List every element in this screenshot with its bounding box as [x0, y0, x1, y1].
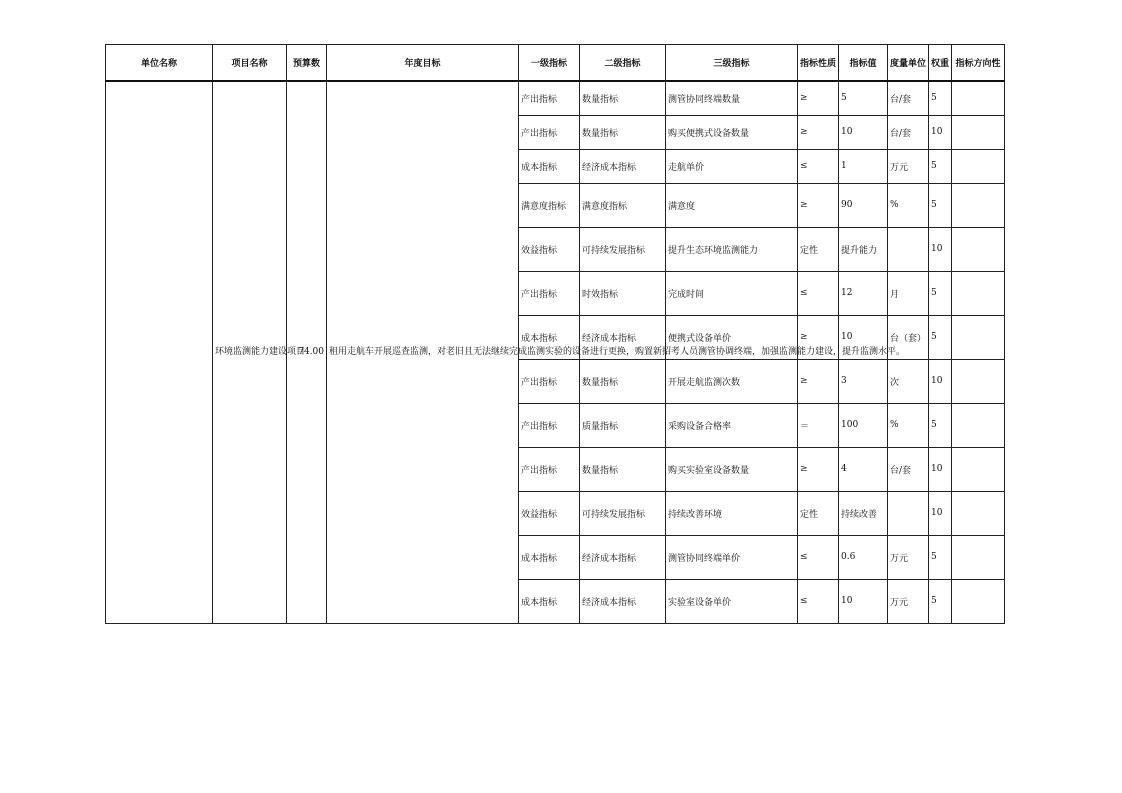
- weight-cell: 10: [929, 447, 952, 491]
- unit-cell: 台/套: [888, 81, 929, 115]
- level3-cell: 便携式设备单价: [666, 315, 798, 359]
- weight-cell: 5: [929, 579, 952, 623]
- unit-cell: %: [888, 403, 929, 447]
- nature-cell: ≥: [798, 115, 839, 149]
- weight-cell: 5: [929, 271, 952, 315]
- level2-cell: 时效指标: [580, 271, 666, 315]
- level2-cell: 经济成本指标: [580, 579, 666, 623]
- level3-cell: 走航单价: [666, 149, 798, 183]
- direction-cell: [952, 403, 1005, 447]
- level1-cell: 效益指标: [519, 227, 580, 271]
- level2-cell: 经济成本指标: [580, 315, 666, 359]
- direction-cell: [952, 81, 1005, 115]
- level1-cell: 产出指标: [519, 447, 580, 491]
- level3-cell: 实验室设备单价: [666, 579, 798, 623]
- value-cell: 12: [839, 271, 888, 315]
- header-row: [106, 45, 1005, 82]
- level1-cell: 成本指标: [519, 579, 580, 623]
- direction-cell: [952, 579, 1005, 623]
- level1-cell: 成本指标: [519, 315, 580, 359]
- direction-cell: [952, 149, 1005, 183]
- header-budget: 预算数: [287, 45, 327, 82]
- header-direction: 指标方向性: [952, 45, 1005, 82]
- table-row: [106, 81, 1005, 115]
- level3-cell: 测管协同终端数量: [666, 81, 798, 115]
- level1-cell: 产出指标: [519, 81, 580, 115]
- level3-cell: 购买实验室设备数量: [666, 447, 798, 491]
- value-cell: 10: [839, 115, 888, 149]
- level2-cell: 经济成本指标: [580, 149, 666, 183]
- direction-cell: [952, 115, 1005, 149]
- unit-cell: 万元: [888, 535, 929, 579]
- unit-cell: 台/套: [888, 115, 929, 149]
- level2-cell: 可持续发展指标: [580, 491, 666, 535]
- header-project-name: 项目名称: [213, 45, 287, 82]
- performance-table: [105, 44, 1005, 624]
- value-cell: 3: [839, 359, 888, 403]
- unit-cell: 万元: [888, 149, 929, 183]
- unit-cell: 次: [888, 359, 929, 403]
- nature-cell: ≥: [798, 81, 839, 115]
- header-value: 指标值: [839, 45, 888, 82]
- level1-cell: 成本指标: [519, 535, 580, 579]
- direction-cell: [952, 183, 1005, 227]
- level2-cell: 可持续发展指标: [580, 227, 666, 271]
- value-cell: 持续改善: [839, 491, 888, 535]
- nature-cell: ≤: [798, 271, 839, 315]
- level1-cell: 产出指标: [519, 359, 580, 403]
- weight-cell: 5: [929, 535, 952, 579]
- project-name-cell: 环境监测能力建设项目: [213, 81, 287, 623]
- nature-cell: 定性: [798, 227, 839, 271]
- level1-cell: 产出指标: [519, 403, 580, 447]
- level2-cell: 数量指标: [580, 81, 666, 115]
- value-cell: 0.6: [839, 535, 888, 579]
- direction-cell: [952, 227, 1005, 271]
- nature-cell: ≤: [798, 535, 839, 579]
- level3-cell: 提升生态环境监测能力: [666, 227, 798, 271]
- level3-cell: 持续改善环境: [666, 491, 798, 535]
- weight-cell: 5: [929, 183, 952, 227]
- header-level2: 二级指标: [580, 45, 666, 82]
- nature-cell: ≤: [798, 149, 839, 183]
- weight-cell: 10: [929, 491, 952, 535]
- level3-cell: 购买便携式设备数量: [666, 115, 798, 149]
- nature-cell: ≥: [798, 447, 839, 491]
- level2-cell: 数量指标: [580, 359, 666, 403]
- weight-cell: 5: [929, 149, 952, 183]
- header-unit: 度量单位: [888, 45, 929, 82]
- unit-cell: 台/套: [888, 447, 929, 491]
- value-cell: 4: [839, 447, 888, 491]
- header-annual-goal: 年度目标: [327, 45, 519, 82]
- level3-cell: 满意度: [666, 183, 798, 227]
- nature-cell: ≤: [798, 579, 839, 623]
- value-cell: 100: [839, 403, 888, 447]
- header-unit-name: 单位名称: [106, 45, 213, 82]
- unit-cell: [888, 227, 929, 271]
- level3-cell: 完成时间: [666, 271, 798, 315]
- level1-cell: 满意度指标: [519, 183, 580, 227]
- nature-cell: ≥: [798, 183, 839, 227]
- level3-cell: 采购设备合格率: [666, 403, 798, 447]
- value-cell: 5: [839, 81, 888, 115]
- weight-cell: 5: [929, 81, 952, 115]
- direction-cell: [952, 535, 1005, 579]
- value-cell: 10: [839, 579, 888, 623]
- level3-cell: 开展走航监测次数: [666, 359, 798, 403]
- direction-cell: [952, 447, 1005, 491]
- value-cell: 10: [839, 315, 888, 359]
- unit-cell: 万元: [888, 579, 929, 623]
- level1-cell: 产出指标: [519, 115, 580, 149]
- weight-cell: 10: [929, 227, 952, 271]
- level1-cell: 产出指标: [519, 271, 580, 315]
- unit-cell: %: [888, 183, 929, 227]
- weight-cell: 10: [929, 359, 952, 403]
- level1-cell: 成本指标: [519, 149, 580, 183]
- level3-cell: 测管协同终端单价: [666, 535, 798, 579]
- annual-goal-cell: 租用走航车开展巡查监测，对老旧且无法继续完成监测实验的设备进行更换，购置新招考人员测管协调终端，加强监测能力建设，提升监测水平。: [327, 81, 519, 623]
- level2-cell: 数量指标: [580, 447, 666, 491]
- weight-cell: 5: [929, 403, 952, 447]
- direction-cell: [952, 359, 1005, 403]
- nature-cell: 定性: [798, 491, 839, 535]
- header-nature: 指标性质: [798, 45, 839, 82]
- unit-name-cell: [106, 81, 213, 623]
- nature-cell: ＝: [798, 403, 839, 447]
- level2-cell: 质量指标: [580, 403, 666, 447]
- unit-cell: 月: [888, 271, 929, 315]
- value-cell: 提升能力: [839, 227, 888, 271]
- direction-cell: [952, 271, 1005, 315]
- weight-cell: 10: [929, 115, 952, 149]
- unit-cell: [888, 491, 929, 535]
- direction-cell: [952, 315, 1005, 359]
- budget-cell: 74.00: [287, 81, 327, 623]
- level1-cell: 效益指标: [519, 491, 580, 535]
- table-body: [106, 81, 1005, 623]
- header-weight: 权重: [929, 45, 952, 82]
- level2-cell: 经济成本指标: [580, 535, 666, 579]
- level2-cell: 满意度指标: [580, 183, 666, 227]
- value-cell: 90: [839, 183, 888, 227]
- nature-cell: ≥: [798, 315, 839, 359]
- unit-cell: 台（套）: [888, 315, 929, 359]
- nature-cell: ≥: [798, 359, 839, 403]
- level2-cell: 数量指标: [580, 115, 666, 149]
- value-cell: 1: [839, 149, 888, 183]
- header-level1: 一级指标: [519, 45, 580, 82]
- weight-cell: 5: [929, 315, 952, 359]
- header-level3: 三级指标: [666, 45, 798, 82]
- direction-cell: [952, 491, 1005, 535]
